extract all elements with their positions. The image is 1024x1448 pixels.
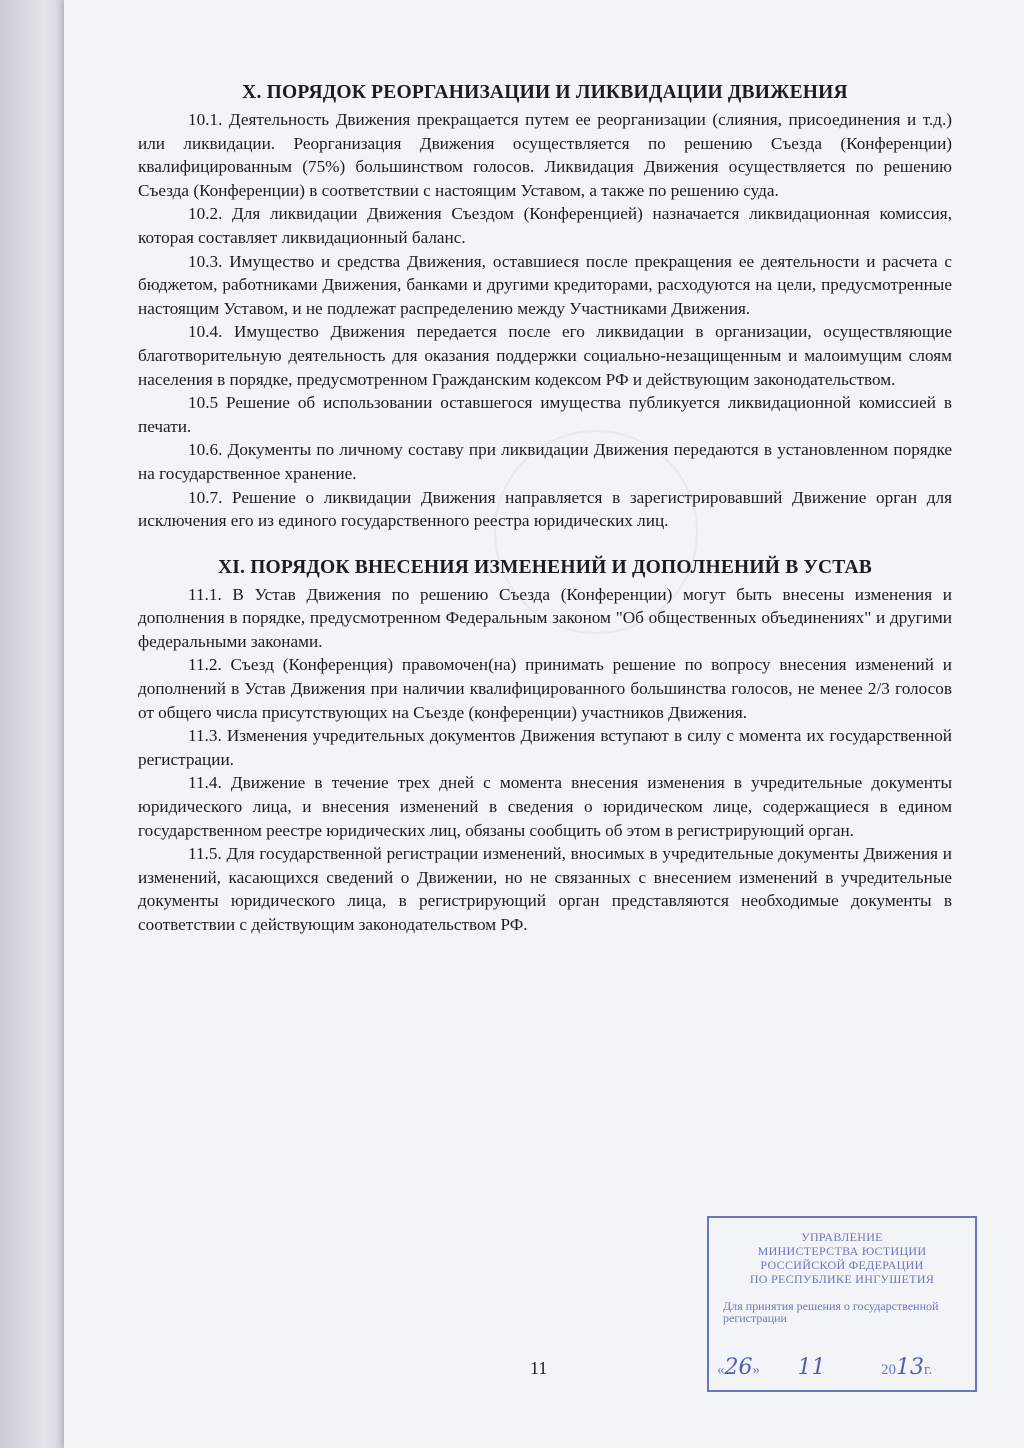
paragraph-11-1: 11.1. В Устав Движения по решению Съезда (Конференции) могут быть внесены изменения и дополнения в порядке, предусмотренном Федеральным законом "Об общественных объединениях" и другими федеральными законами. [138,584,952,651]
stamp-line: ПО РЕСПУБЛИКЕ ИНГУШЕТИЯ [749,1272,935,1286]
paragraph-10-7: 10.7. Решение о ликвидации Движения направляется в зарегистрировавший Движение орган для исключения его из единого государственного реестра юридических лиц. [138,487,952,531]
stamp-year-prefix: 20 [881,1362,896,1378]
stamp-month: 11 [797,1355,826,1380]
paragraph-10-3: 10.3. Имущество и средства Движения, оставшиеся после прекращения ее деятельности и расчета с бюджетом, работниками Движения, банками и другими кредиторами, расходуются на цели, предусмотренные настоящим Уставом, и не подлежат распределению между Участниками Движения. [138,251,952,318]
paragraph-10-4: 10.4. Имущество Движения передается после его ликвидации в организации, осуществляющие благотворительную деятельность для оказания поддержки социально-незащищенным и малоимущим слоям населения в порядке, предусмотренном Гражданским кодексом РФ и действующим законодательством. [138,322,952,389]
paragraph-11-5: 11.5. Для государственной регистрации изменений, вносимых в учредительные документы Движения и изменений, касающихся сведений о Движении, но не связанных с внесением изменений в учредительные документы юридического лица, в регистрирующий орган представляются необходимые документы в соответствии с действующим законодательством РФ. [138,844,952,934]
section-10-title: X. ПОРЯДОК РЕОРГАНИЗАЦИИ И ЛИКВИДАЦИИ ДВИЖЕНИЯ [242,82,848,103]
stamp-line: УПРАВЛЕНИЕ [801,1230,883,1244]
registration-stamp [707,1216,977,1392]
stamp-day: 26 [724,1355,753,1380]
stamp-year-suffix: 13 [896,1355,924,1380]
paragraph-10-6: 10.6. Документы по личному составу при ликвидации Движения передаются в установленном порядке на государственное хранение. [138,440,952,483]
page-number: 11 [530,1358,548,1378]
paragraph-10-2: 10.2. Для ликвидации Движения Съездом (Конференцией) назначается ликвидационная комиссия, которая составляет ликвидационный баланс. [138,204,952,247]
stamp-year-unit: г. [924,1362,933,1378]
paragraph-11-4: 11.4. Движение в течение трех дней с момента внесения изменения в учредительные документы юридического лица, и внесения изменений в сведения о юридическом лице, содержащиеся в едином государственном реестре юридических лиц, обязаны сообщить об этом в регистрирующий орган. [138,773,952,840]
paragraph-10-1: 10.1. Деятельность Движения прекращается путем ее реорганизации (слияния, присоединения и т.д.) или ликвидации. Реорганизация Движения осуществляется по решению Съезда (Конференции) квалифицированным (75%) большинством голосов. Ликвидация Движения осуществляется по решению Съезда (Конференции) в соответствии с настоящим Уставом, а также по решению суда. [138,110,952,200]
paragraph-11-3: 11.3. Изменения учредительных документов Движения вступают в силу с момента их государственной регистрации. [138,726,952,769]
stamp-line: РОССИЙСКОЙ ФЕДЕРАЦИИ [760,1258,924,1272]
paragraph-11-2: 11.2. Съезд (Конференция) правомочен(на) принимать решение по вопросу внесения изменений и дополнений в Устав Движения при наличии квалифицированного большинства голосов, не менее 2/3 голосов от общего числа присутствующих на Съезде (конференции) участников Движения. [138,655,952,722]
stamp-line: МИНИСТЕРСТВА ЮСТИЦИИ [757,1244,927,1258]
page-binding-edge [0,0,64,1448]
paragraph-10-5: 10.5 Решение об использовании оставшегося имущества публикуется ликвидационной комиссией в печати. [138,393,952,436]
section-11-title: XI. ПОРЯДОК ВНЕСЕНИЯ ИЗМЕНЕНИЙ И ДОПОЛНЕНИЙ В УСТАВ [217,556,873,578]
stamp-date: «26» 11 2013г. [717,1355,933,1380]
stamp-note: Для принятия решения о государственной регистрации [723,1299,939,1325]
document-body [138,82,952,937]
stamp-header [709,1230,975,1286]
